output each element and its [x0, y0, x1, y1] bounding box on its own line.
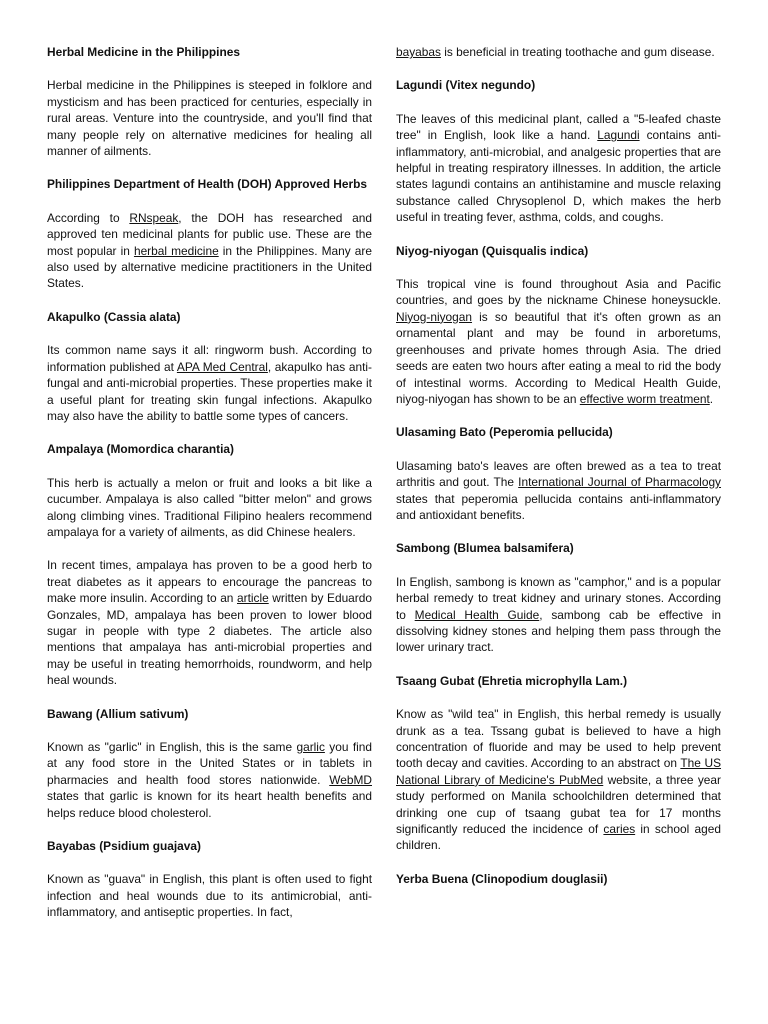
text-run: in the Philippines. Many are also used by alternative medicine practitioners in the United States.	[47, 243, 372, 291]
paragraph	[396, 458, 721, 524]
text-run: Yerba Buena (Clinopodium douglasii)	[396, 871, 608, 886]
text-run: website, a three year study performed on Manila schoolchildren determined that drinking one cup of tsaang gubat tea for 17 months significantly reduced the incidence of	[396, 772, 721, 837]
section-heading	[47, 706, 372, 722]
paragraph	[396, 276, 721, 407]
link-medical-health-guide[interactable]: Medical Health Guide	[414, 607, 540, 622]
text-run: Lagundi (Vitex negundo)	[396, 78, 536, 93]
link-the-us-national-library-of-medicine-s-pubmed[interactable]: The US National Library of Medicine's PubMed	[396, 756, 722, 787]
text-run: In recent times, ampalaya has proven to be a good herb to treat diabetes as it appears to encourage the pancreas to make more insulin. According to an	[47, 558, 372, 606]
link-garlic[interactable]: garlic	[296, 740, 325, 754]
paragraph	[47, 557, 372, 688]
text-run: Tsaang Gubat (Ehretia microphylla Lam.)	[396, 673, 628, 688]
text-run: Philippines Department of Health (DOH) Approved Herbs	[47, 177, 367, 192]
text-run: Ulasaming bato's leaves are often brewed as a tea to treat arthritis and gout. The	[396, 458, 721, 490]
text-run: This herb is actually a melon or fruit and looks a bit like a cucumber. Ampalaya is also called "bitter melon" and grows along climbing vines. Traditional Filipino healers recommend ampalaya for a variety of ailments, as did Chinese healers.	[47, 475, 372, 539]
text-run: contains anti-inflammatory, anti-microbial, and analgesic properties that are helpful in treating respiratory illnesses. In addition, the article states lagundi contains an antihistamine and muscle relaxing substance called Chrysoplenol D, which makes the herb useful in treating fever, asthma, colds, and coughs.	[396, 128, 722, 225]
text-run: This tropical vine is found throughout Asia and Pacific countries, and goes by the nickname Chinese honeysuckle.	[396, 277, 721, 308]
text-run: Known as "guava" in English, this plant is often used to fight infection and heal wounds due to its antimicrobial, anti-inflammatory, and antiseptic properties. In fact,	[47, 872, 372, 920]
link-apa-med-central[interactable]: APA Med Central	[176, 359, 268, 374]
document-title: Herbal Medicine in the Philippines	[47, 45, 240, 59]
link-international-journal-of-pharmacology[interactable]: International Journal of Pharmacology	[518, 475, 722, 490]
text-run: Ampalaya (Momordica charantia)	[47, 442, 234, 457]
section-heading	[47, 441, 372, 457]
text-run: Niyog-niyogan (Quisqualis indica)	[396, 243, 589, 258]
section-heading	[47, 176, 372, 192]
paragraph	[47, 210, 372, 292]
link-effective-worm-treatment[interactable]: effective worm treatment	[579, 391, 710, 406]
section-heading	[396, 540, 721, 556]
link-article[interactable]: article	[237, 591, 269, 606]
section-heading	[47, 309, 372, 325]
text-run: The leaves of this medicinal plant, called a "5-leafed chaste tree" in English, look like a hand.	[396, 111, 721, 143]
link-herbal-medicine[interactable]: herbal medicine	[133, 243, 219, 258]
text-run: states that peperomia pellucida contains anti-inflammatory and antioxidant benefits.	[396, 491, 721, 522]
section-heading	[396, 673, 721, 689]
text-run: Bawang (Allium sativum)	[47, 706, 189, 721]
link-webmd[interactable]: WebMD	[329, 772, 372, 787]
text-run: .	[709, 391, 714, 406]
right-column	[396, 44, 721, 904]
link-caries[interactable]: caries	[603, 822, 636, 837]
paragraph	[47, 739, 372, 821]
text-run: , sambong cab be effective in dissolving kidney stones and helping them pass through the lower urinary tract.	[396, 607, 721, 655]
text-run: Akapulko (Cassia alata)	[47, 309, 181, 324]
section-heading	[396, 243, 721, 259]
text-run: states that garlic is known for its heart health benefits and helps reduce blood cholesterol.	[47, 789, 372, 820]
text-run: is beneficial in treating toothache and gum disease.	[440, 45, 715, 59]
left-column	[47, 44, 372, 938]
paragraph	[47, 77, 372, 159]
text-run: According to	[47, 210, 130, 225]
text-run: Know as "wild tea" in English, this herbal remedy is usually drunk as a tea. Tssang gubat is believed to have a high concentration of fluoride and may be used to help prevent tooth decay and cavities. According to an abstract on	[396, 707, 721, 771]
text-run: Herbal medicine in the Philippines is steeped in folklore and mysticism and has been practiced for centuries, especially in rural areas. Venture into the countryside, and you'll find that many people rely on alternative medicines for healing all manner of ailments.	[47, 78, 372, 159]
section-heading	[396, 77, 721, 93]
text-run: written by Eduardo Gonzales, MD, ampalaya has been proven to lower blood sugar in people with type 2 diabetes. The article also mentions that ampalaya has anti-microbial properties and may be useful in treating hemorrhoids, roundworm, and help heal wounds.	[47, 591, 372, 688]
text-run: Known as "garlic" in English, this is the same	[47, 740, 297, 754]
text-run: Bayabas (Psidium guajava)	[47, 839, 201, 854]
link-niyog-niyogan[interactable]: Niyog-niyogan	[396, 309, 473, 324]
text-run: In English, sambong is known as "camphor," and is a popular herbal remedy to treat kidney and urinary stones. According to	[396, 574, 721, 622]
text-run: Sambong (Blumea balsamifera)	[396, 541, 574, 556]
paragraph	[47, 342, 372, 424]
section-heading	[396, 871, 721, 887]
paragraph	[47, 871, 372, 920]
text-run: in school aged children.	[396, 822, 721, 853]
paragraph	[396, 574, 721, 656]
section-heading	[396, 424, 721, 440]
paragraph	[47, 475, 372, 541]
paragraph	[396, 44, 721, 60]
link-lagundi[interactable]: Lagundi	[597, 128, 640, 143]
paragraph	[396, 111, 721, 226]
paragraph	[396, 706, 721, 854]
text-run: , the DOH has researched and approved ten medicinal plants for public use. These are the most popular in	[47, 210, 372, 258]
text-run: Ulasaming Bato (Peperomia pellucida)	[396, 425, 613, 440]
text-run: , akapulko has anti-fungal and anti-microbial properties. These properties make it a useful plant for treating skin fungal infections. Akapulko may also have the ability to battle some types of cancers.	[47, 359, 372, 423]
text-run: you find at any food store in the United States or in tablets in pharmacies and health food stores nationwide.	[47, 740, 372, 787]
section-heading	[47, 838, 372, 854]
text-run: is so beautiful that it's often grown as an ornamental plant and may be found in arboretums, greenhouses and private homes through Asia. The dried seeds are eaten two hours after eating a meal to rid the body of intestinal worms. According to Medical Health Guide, niyog-niyogan has shown to be an	[396, 309, 721, 406]
link-bayabas[interactable]: bayabas	[396, 45, 441, 59]
link-rnspeak[interactable]: RNspeak	[129, 210, 179, 225]
text-run: Its common name says it all: ringworm bush. According to information published at	[47, 343, 372, 374]
